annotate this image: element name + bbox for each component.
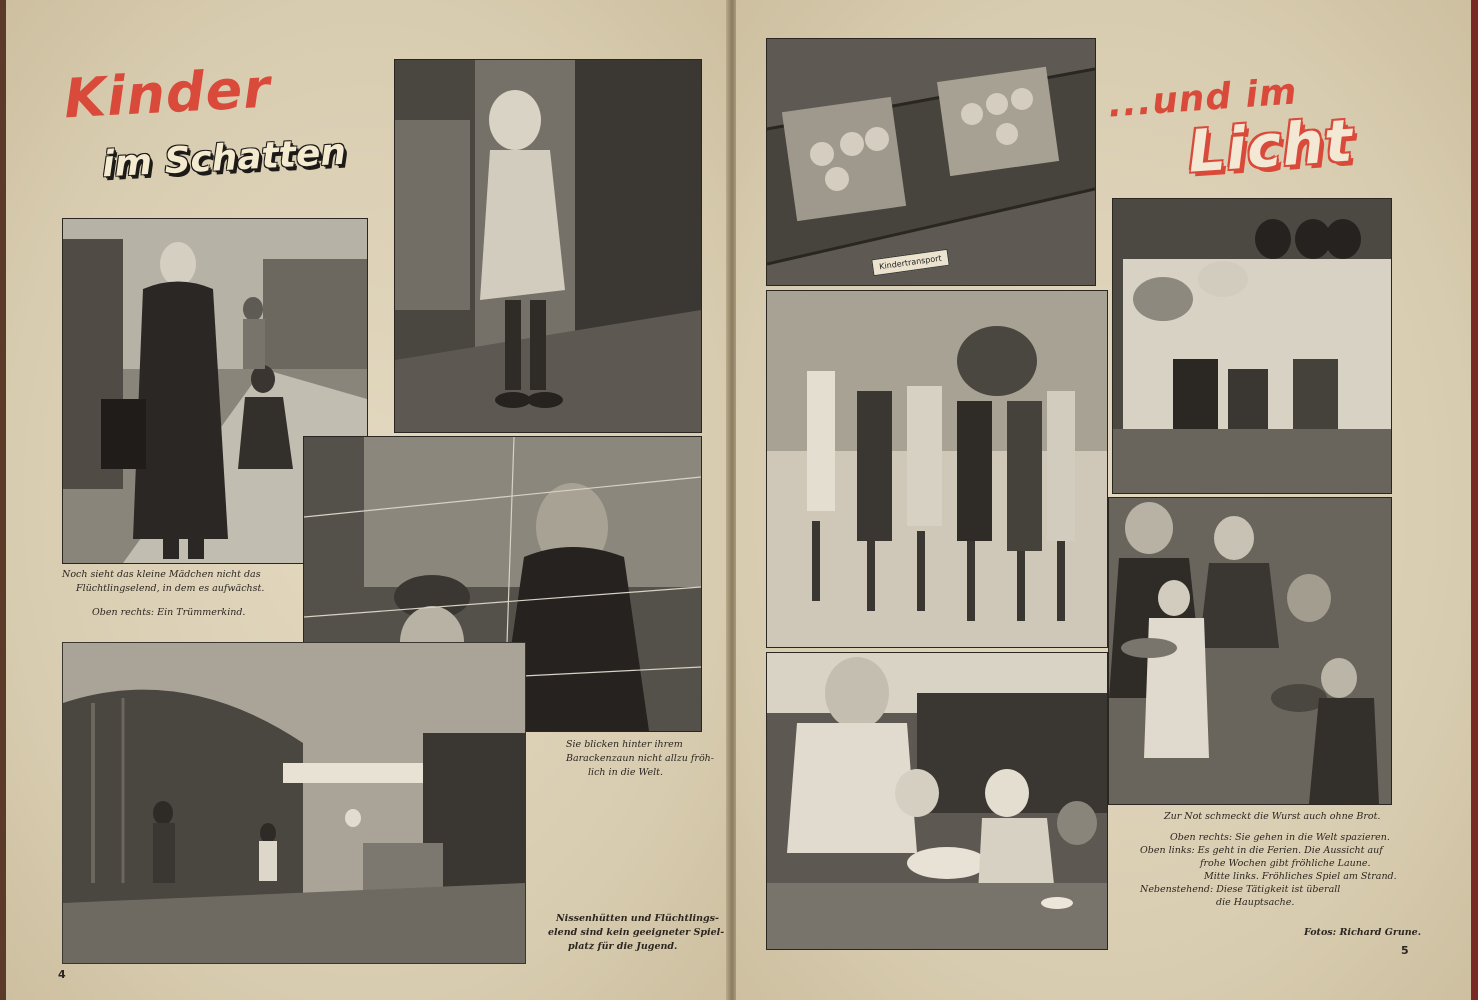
page-number-left: 4	[58, 968, 66, 981]
caption-right-line: die Hauptsache.	[1216, 897, 1295, 908]
left-page	[6, 0, 728, 1000]
caption-mother-line: Noch sieht das kleine Mädchen nicht das	[62, 569, 261, 580]
title-und-im: ...und im	[1106, 71, 1299, 126]
caption-fence-line: Barackenzaun nicht allzu fröh-	[566, 753, 715, 764]
caption-fence-line: Sie blicken hinter ihrem	[566, 739, 683, 750]
caption-huts-line: platz für die Jugend.	[568, 941, 678, 952]
caption-right-line: Oben links: Es geht in die Ferien. Die Aussicht auf	[1140, 845, 1383, 856]
right-page	[736, 0, 1471, 1000]
caption-fence	[566, 738, 714, 780]
photo-nissen-huts	[62, 642, 526, 964]
label-kindertransport: Kindertransport	[871, 249, 949, 277]
title-licht: Licht	[1185, 106, 1356, 186]
caption-right-line: Mitte links. Fröhliches Spiel am Strand.	[1204, 871, 1397, 882]
caption-fence-line: lich in die Welt.	[588, 767, 663, 778]
page-number-right: 5	[1401, 944, 1409, 957]
caption-right-line: frohe Wochen gibt fröhliche Laune.	[1200, 858, 1371, 869]
book-cover-edge	[1471, 0, 1478, 1000]
photo-children-at-table	[766, 652, 1108, 950]
photo-credit: Fotos: Richard Grune.	[1304, 927, 1422, 938]
caption-mother	[62, 568, 264, 620]
caption-right-line: Nebenstehend: Diese Tätigkeit ist überall	[1140, 884, 1341, 895]
caption-huts	[548, 912, 724, 954]
caption-huts-line: elend sind kein geeigneter Spiel-	[548, 927, 725, 938]
photo-rubble-child	[394, 59, 702, 433]
caption-right	[1140, 810, 1397, 909]
caption-right-line: Zur Not schmeckt die Wurst auch ohne Brot.	[1164, 811, 1381, 822]
title-im-schatten: im Schatten	[101, 131, 347, 186]
photo-beach-ball-game	[766, 290, 1108, 648]
caption-right-line: Oben rechts: Sie gehen in die Welt spazieren.	[1170, 832, 1390, 843]
photo-children-with-bowls	[1108, 497, 1392, 805]
title-kinder: Kinder	[62, 56, 273, 131]
caption-right-line	[1140, 823, 1397, 831]
photo-sandbox-play	[1112, 198, 1392, 494]
caption-mother-line: Flüchtlingselend, in dem es aufwächst.	[76, 583, 265, 594]
caption-ruins: Oben rechts: Ein Trümmerkind.	[92, 607, 246, 618]
photo-kindertransport-train	[766, 38, 1096, 286]
caption-huts-line: Nissenhütten und Flüchtlings-	[556, 913, 719, 924]
